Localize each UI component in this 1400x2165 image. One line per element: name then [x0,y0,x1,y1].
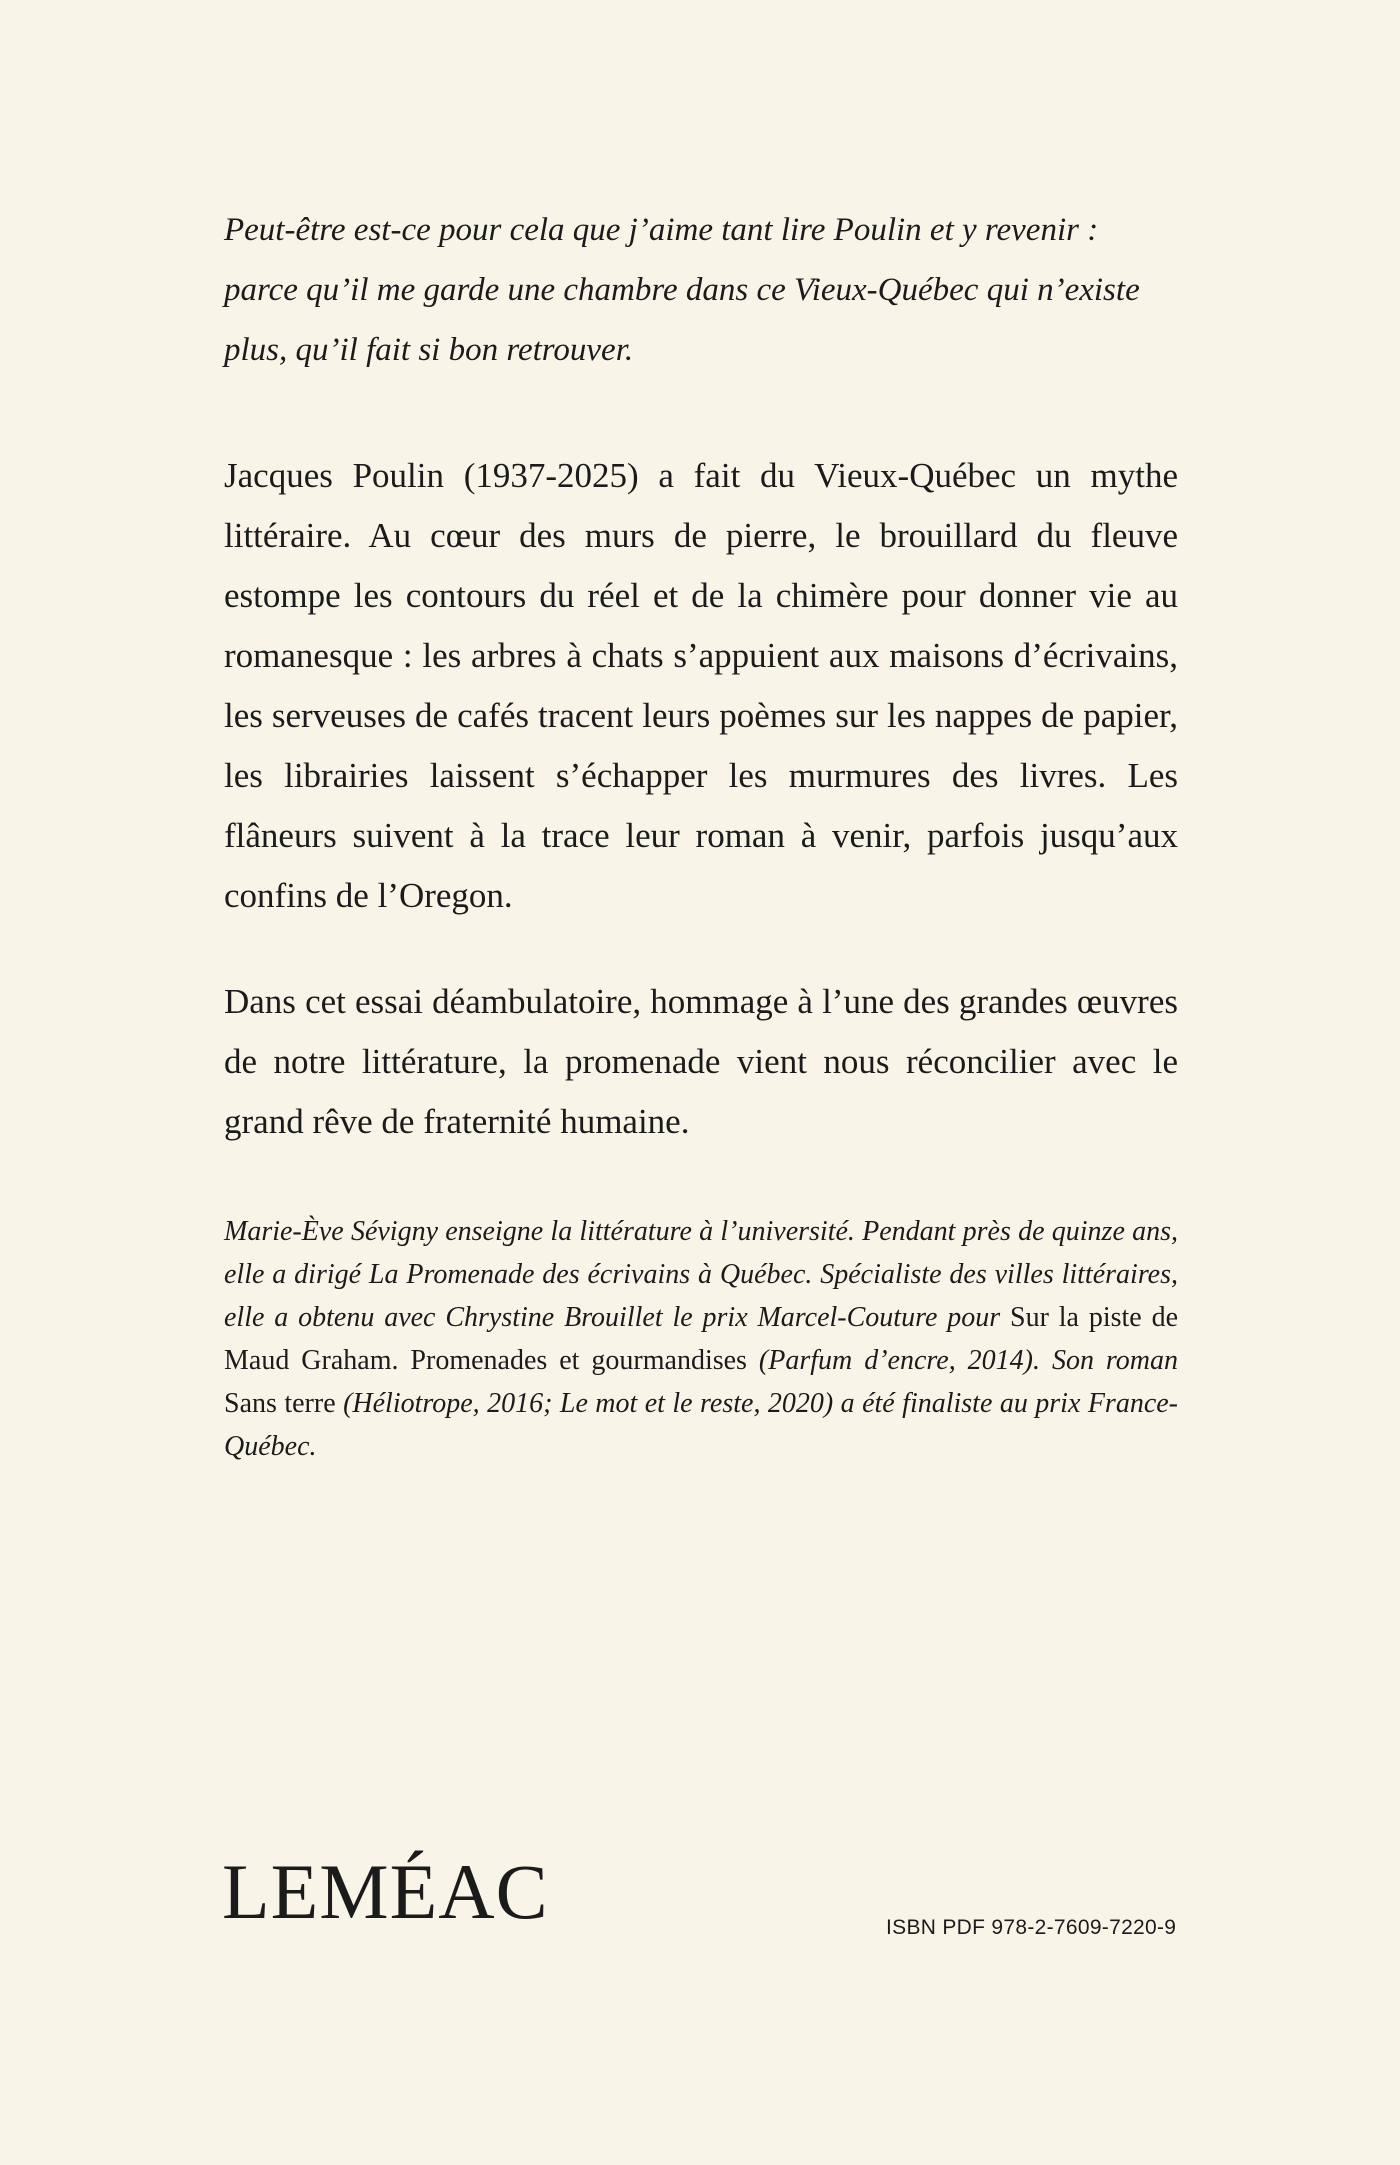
author-bio-text-1: Marie-Ève Sévigny enseigne la littérature à l’université. Pendant près de quinze ans, elle a dirigé La Promenade des écrivains à Québec. Spécialiste des villes littéraires, elle a obtenu avec Chrystine Brouillet le prix Marcel-Couture pour [224,1216,1178,1333]
author-bio [224,1210,1178,1468]
author-bio-text-3: (Héliotrope, 2016; Le mot et le reste, 2020) a été finaliste au prix France-Québec. [224,1388,1178,1462]
description-paragraph-2: Dans cet essai déambulatoire, hommage à l’une des grandes œuvres de notre littérature, la promenade vient nous réconcilier avec le grand rêve de fraternité humaine. [224,982,1178,1141]
quote-paragraph: Peut-être est-ce pour cela que j’aime tant lire Poulin et y revenir : parce qu’il me garde une chambre dans ce Vieux-Québec qui n’existe plus, qu’il fait si bon retrouver. [224,212,1140,368]
author-bio-text-2: (Parfum d’encre, 2014). Son roman [746,1345,1178,1376]
book-title-1: Sur la piste de Maud Graham. Promenades et gourmandises [224,1302,1178,1376]
publisher-logo: LEMÉAC [222,1848,549,1935]
isbn-label: ISBN PDF 978-2-7609-7220-9 [886,1916,1177,1939]
book-title-2: Sans terre [224,1388,336,1419]
description-paragraph-1: Jacques Poulin (1937-2025) a fait du Vieux-Québec un mythe littéraire. Au cœur des murs de pierre, le brouillard du fleuve estompe les contours du réel et de la chimère pour donner vie au romanesque : les arbres à chats s’appuient aux maisons d’écrivains, les serveuses de cafés tracent leurs poèmes sur les nappes de papier, les librairies laissent s’échapper les murmures des livres. Les flâneurs suivent à la trace leur roman à venir, parfois jusqu’aux confins de l’Oregon. [224,456,1178,915]
